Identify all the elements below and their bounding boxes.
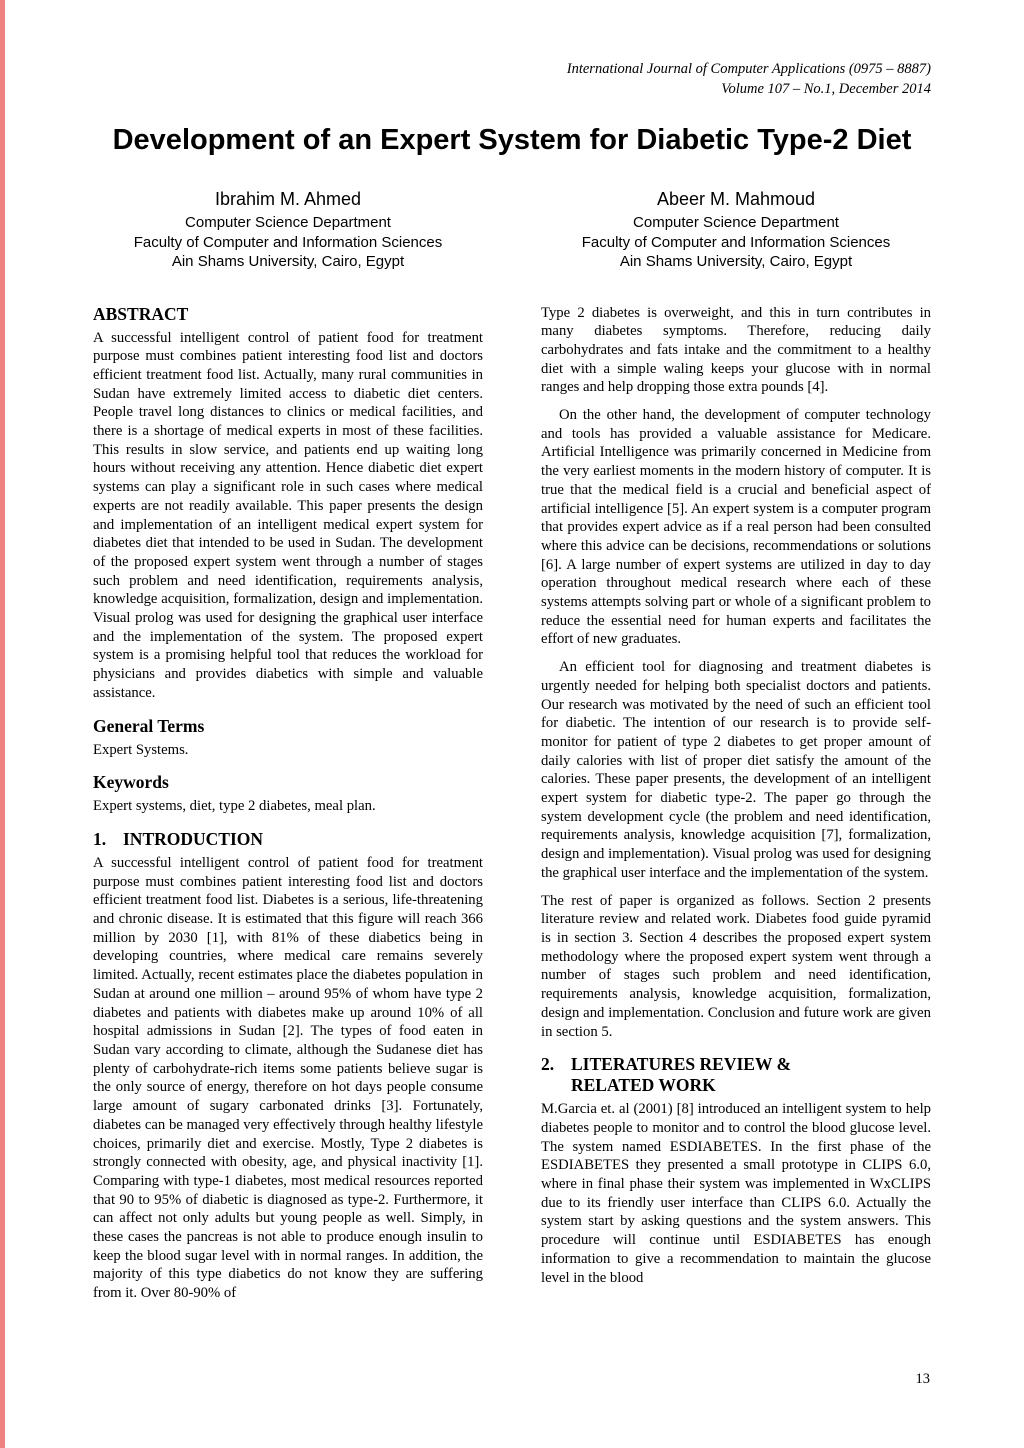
- author-name: Abeer M. Mahmoud: [656, 189, 816, 209]
- introduction-section-title: INTRODUCTION: [123, 828, 264, 849]
- abstract-text: A successful intelligent control of patient food for treatment purpose must combines patient interesting food list and doctors efficient treatment food list. Actually, many rural communities in Sudan have extremely limited access to diabetic diet centers. People travel long distances to clinics or medical facilities, and there is a shortage of medical experts in most of these facilities. This results in slow service, and patients end up waiting long hours without receiving any attention. Hence diabetic diet expert systems can play a significant role in such cases where medical experts are not readily available. This paper presents the design and implementation of an intelligent medical expert system for diabetes diet that intended to be used in Sudan. The development of the proposed expert system went through a number of stages such problem and need identification, requirements analysis, knowledge acquisition, formalization, design and implementation. Visual prolog was used for designing the graphical user interface and the implementation of the system. The proposed expert system is a promising helpful tool that reduces the workload for physicians and provides diabetics with simple and valuable assistance.: [93, 329, 483, 701]
- author-university: Ain Shams University, Cairo, Egypt: [619, 253, 853, 270]
- literature-review-text: M.Garcia et. al (2001) [8] introduced an intelligent system to help diabetes people to monitor and to control the blood glucose level. The system named ESDIABETES. In the first phase of the ESDIABETES they presented a small prototype in CLIPS 6.0, where in final phase their system was implemented in WxCLIPS due to its friendly user interface than CLIPS 6.0. Actually the system start by asking questions and the system answers. This procedure will continue until ESDIABETES has enough information to give a recommendation to maintain the glucose level in the blood: [541, 1101, 931, 1286]
- introduction-text: A successful intelligent control of patient food for treatment purpose must combines patient interesting food list and doctors efficient treatment food list. Diabetes is a serious, life-threatening and chronic disease. It is estimated that this figure will reach 366 million by 2030 [1], with 81% of these diabetics being in developing countries, where medical care remains severely limited. Actually, recent estimates place the diabetes population in Sudan at around one million – around 95% of whom have type 2 diabetes and patients with diabetes make up around 10% of all hospital admissions in Sudan [2]. The types of food eaten in Sudan vary according to climate, although the Sudanese diet has plenty of carbohydrate-rich items some patients believe sugar is the only source of energy, therefore on hot days people consume large amount of sugary carbonated drinks [3]. Fortunately, diabetes can be managed very effectively through healthy lifestyle choices, primarily diet and exercise. Mostly, Type 2 diabetes is strongly connected with obesity, age, and physical inactivity [1]. Comparing with type-1 diabetes, most medical resources reported that 90 to 95% of diabetic is diagnosed as type-2. Furthermore, it can affect not only adults but young people as well. Simply, in these cases the pancreas is not able to produce enough insulin to keep the blood sugar level with in normal ranges. In addition, the majority of this type diabetics do not know they are suffering from it. Over 80-90% of: [93, 854, 483, 1302]
- paragraph-type2-overweight: Type 2 diabetes is overweight, and this in turn contributes in many diabetes symptoms. Therefore, reducing daily carbohydrates and fats intake and the commitment to a healthy diet with a simple waling keeps your glucose with in normal ranges and help dropping those extra pounds [4].: [541, 304, 931, 396]
- authors-row: [93, 187, 931, 272]
- author-name: Ibrahim M. Ahmed: [214, 189, 362, 209]
- general-terms-heading: General Terms: [93, 715, 205, 736]
- body-columns: [93, 304, 931, 1312]
- paper-title: Development of an Expert System for Diabetic Type-2 Diet: [112, 124, 912, 156]
- general-terms-text: Expert Systems.: [93, 741, 189, 758]
- journal-header: [93, 60, 931, 99]
- paragraph-paper-organization: The rest of paper is organized as follows. Section 2 presents literature review and related work. Diabetes food guide pyramid is in section 3. Section 4 describes the proposed expert system methodology where the proposed expert system went through a number of stages such problem and need identification, requirements analysis, knowledge acquisition, formalization, design and implementation. Conclusion and future work are given in section 5.: [541, 892, 931, 1040]
- abstract-heading: ABSTRACT: [93, 303, 189, 324]
- author-faculty: Faculty of Computer and Information Sciences: [133, 233, 443, 251]
- page-number: 13: [915, 1371, 930, 1387]
- paragraph-efficient-tool: An efficient tool for diagnosing and treatment diabetes is urgently needed for helping both specialist doctors and patients. Our research was motivated by the need of such an efficient tool for diabetic. The intention of our research is to provide self-monitor for patient of type 2 diabetes to get proper amount of daily calories with list of proper diet satisfy the amount of the calories. These paper presents, the development of an intelligent expert system for diabetic type-2. The paper go through the system development cycle (the problem and need identification, requirements analysis, knowledge acquisition [7], formalization, design and implementation). Visual prolog was used for designing the graphical user interface and the implementation of the system.: [541, 659, 931, 881]
- author-university: Ain Shams University, Cairo, Egypt: [171, 253, 405, 270]
- right-column: [541, 304, 931, 1312]
- left-column: [93, 304, 483, 1312]
- introduction-section-number: 1.: [93, 828, 107, 849]
- keywords-heading: Keywords: [93, 772, 169, 793]
- literature-review-heading: [541, 1054, 931, 1096]
- author-faculty: Faculty of Computer and Information Sciences: [581, 233, 891, 251]
- paragraph-computer-technology: On the other hand, the development of computer technology and tools has provided a valuable assistance for Medicare. Artificial Intelligence was primarily concerned in Medicine from the very earliest moments in the modern history of computer. It is true that the medical field is a crucial and beneficial aspect of artificial intelligence [5]. An expert system is a computer program that provides expert advice as if a real person had been consulted where this advice can be decisions, recommendations or solutions [6]. A large number of expert systems are utilized in day to day operation throughout medical research where each of these systems attempts solving part or whole of a significant problem to reduce the essential need for human experts and facilitates the effort of new graduates.: [541, 407, 931, 648]
- literature-review-section-title: LITERATURES REVIEW & RELATED WORK: [571, 1054, 792, 1096]
- author-department: Computer Science Department: [185, 214, 391, 231]
- journal-volume-line: Volume 107 – No.1, December 2014: [721, 80, 931, 97]
- author-department: Computer Science Department: [633, 214, 839, 231]
- author-block-left: [93, 187, 483, 272]
- journal-name-line: International Journal of Computer Applications (0975 – 8887): [566, 61, 931, 77]
- scan-edge-artifact: [0, 0, 5, 1448]
- author-block-right: [541, 187, 931, 272]
- keywords-text: Expert systems, diet, type 2 diabetes, meal plan.: [93, 798, 376, 815]
- literature-review-section-number: 2.: [541, 1054, 555, 1075]
- introduction-heading: [93, 829, 483, 850]
- page-content: [93, 0, 931, 1312]
